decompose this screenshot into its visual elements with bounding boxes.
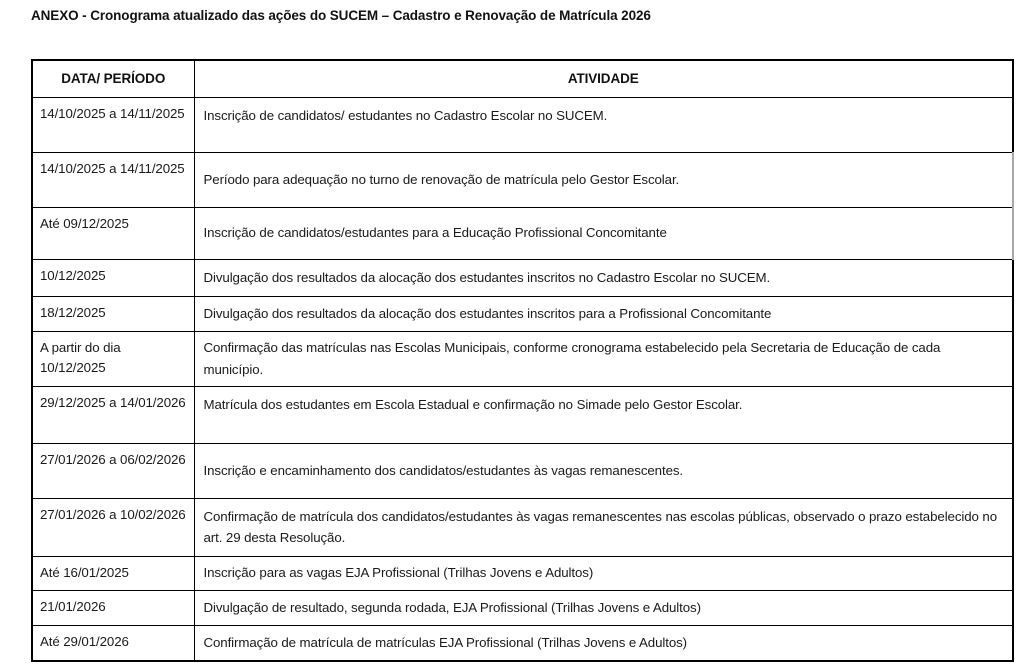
activity-cell: Divulgação dos resultados da alocação dos estudantes inscritos no Cadastro Escolar no SUCEM. <box>194 259 1013 296</box>
table-row <box>32 296 1013 331</box>
header-activity: ATIVIDADE <box>194 60 1013 97</box>
table-row <box>32 207 1013 259</box>
table-row <box>32 259 1013 296</box>
activity-cell: Inscrição de candidatos/ estudantes no Cadastro Escolar no SUCEM. <box>194 97 1013 152</box>
table-row <box>32 590 1013 625</box>
activity-cell: Inscrição de candidatos/estudantes para a Educação Profissional Concomitante <box>194 207 1013 259</box>
table-row <box>32 625 1013 661</box>
table-row <box>32 498 1013 556</box>
activity-cell: Inscrição para as vagas EJA Profissional (Trilhas Jovens e Adultos) <box>194 556 1013 590</box>
date-cell: 27/01/2026 a 10/02/2026 <box>32 498 194 556</box>
date-cell: 21/01/2026 <box>32 590 194 625</box>
header-date-period: DATA/ PERÍODO <box>32 60 194 97</box>
date-cell: 14/10/2025 a 14/11/2025 <box>32 152 194 207</box>
date-cell: 14/10/2025 a 14/11/2025 <box>32 97 194 152</box>
table-row <box>32 331 1013 386</box>
date-cell: Até 09/12/2025 <box>32 207 194 259</box>
activity-cell: Divulgação de resultado, segunda rodada, EJA Profissional (Trilhas Jovens e Adultos) <box>194 590 1013 625</box>
activity-cell: Confirmação de matrícula de matrículas EJA Profissional (Trilhas Jovens e Adultos) <box>194 625 1013 661</box>
activity-cell: Inscrição e encaminhamento dos candidatos/estudantes às vagas remanescentes. <box>194 443 1013 498</box>
document-title: ANEXO - Cronograma atualizado das ações do SUCEM – Cadastro e Renovação de Matrícula 2026 <box>31 8 651 23</box>
table-row <box>32 443 1013 498</box>
table-row <box>32 152 1013 207</box>
date-cell: Até 29/01/2026 <box>32 625 194 661</box>
activity-cell: Confirmação das matrículas nas Escolas Municipais, conforme cronograma estabelecido pela Secretaria de Educação de cada município. <box>194 331 1013 386</box>
table-header-row <box>32 60 1013 97</box>
date-cell: 18/12/2025 <box>32 296 194 331</box>
date-cell: 29/12/2025 a 14/01/2026 <box>32 386 194 443</box>
activity-cell: Confirmação de matrícula dos candidatos/estudantes às vagas remanescentes nas escolas públicas, observado o prazo estabelecido no art. 29 desta Resolução. <box>194 498 1013 556</box>
table-row <box>32 97 1013 152</box>
activity-cell: Período para adequação no turno de renovação de matrícula pelo Gestor Escolar. <box>194 152 1013 207</box>
date-cell: 10/12/2025 <box>32 259 194 296</box>
schedule-table <box>31 59 1014 662</box>
table-row <box>32 386 1013 443</box>
table-row <box>32 556 1013 590</box>
activity-cell: Matrícula dos estudantes em Escola Estadual e confirmação no Simade pelo Gestor Escolar. <box>194 386 1013 443</box>
date-cell: 27/01/2026 a 06/02/2026 <box>32 443 194 498</box>
date-cell: A partir do dia 10/12/2025 <box>32 331 194 386</box>
date-cell: Até 16/01/2025 <box>32 556 194 590</box>
activity-cell: Divulgação dos resultados da alocação dos estudantes inscritos para a Profissional Concomitante <box>194 296 1013 331</box>
